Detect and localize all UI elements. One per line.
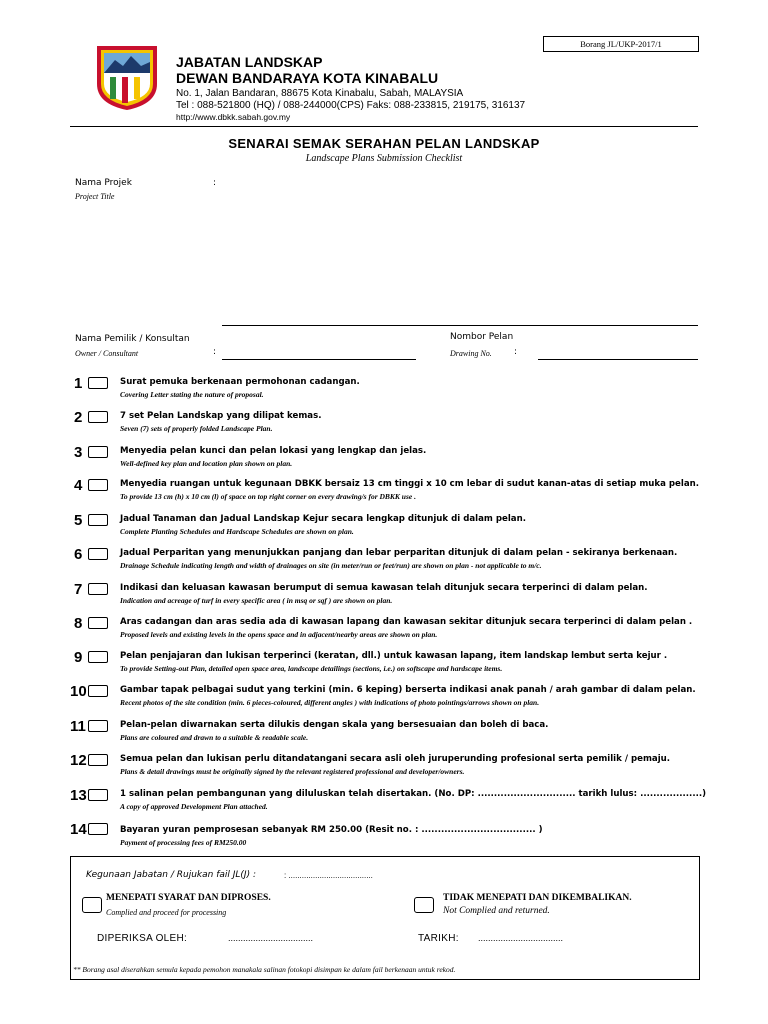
reject-checkbox[interactable] bbox=[414, 897, 434, 913]
item-3-text-en: Well-defined key plan and location plan shown on plan. bbox=[120, 459, 293, 468]
item-6-checkbox[interactable] bbox=[88, 548, 108, 560]
accept-option-label-en: Complied and proceed for processing bbox=[106, 908, 227, 917]
footnote: ** Borang asal diserahkan semula kepada pemohon manakala salinan fotokopi disimpan ke dalam fail berkenaan untuk rekod. bbox=[73, 965, 456, 974]
item-14-checkbox[interactable] bbox=[88, 823, 108, 835]
item-2-text: 7 set Pelan Landskap yang dilipat kemas. bbox=[120, 411, 322, 421]
org-website[interactable]: http://www.dbkk.sabah.gov.my bbox=[176, 112, 291, 122]
project-title-field[interactable] bbox=[222, 176, 698, 326]
drawing-no-colon: : bbox=[514, 347, 518, 357]
item-10-text: Gambar tapak pelbagai sudut yang terkini (min. 6 keping) berserta indikasi anak panah / arah gambar di dalam pelan. bbox=[120, 685, 696, 695]
owner-field[interactable] bbox=[222, 340, 416, 359]
item-9-text-en: To provide Setting-out Plan, detailed open space area, landscape detailings (sections, i.e.) on softscape and hardscape items. bbox=[120, 664, 503, 673]
item-4-text: Menyedia ruangan untuk kegunaan DBKK bersaiz 13 cm tinggi x 10 cm lebar di sudut kanan-atas di setiap muka pelan. bbox=[120, 479, 700, 489]
item-7-text: Indikasi dan keluasan kawasan berumput di semua kawasan telah ditunjuk secara terperinci di dalam pelan. bbox=[120, 583, 648, 593]
item-11-number: 11 bbox=[70, 718, 86, 735]
project-label: Nama Projek bbox=[75, 178, 132, 188]
item-12-text-en: Plans & detail drawings must be originally signed by the relevant registered professional and developer/owners. bbox=[120, 767, 465, 776]
owner-label-en: Owner / Consultant bbox=[75, 349, 139, 358]
item-1-text-en: Covering Letter stating the nature of proposal. bbox=[120, 390, 264, 399]
owner-label: Nama Pemilik / Konsultan bbox=[75, 334, 190, 344]
office-ref-field[interactable]: : ...................................... bbox=[284, 871, 373, 880]
org-name-line1: JABATAN LANDSKAP bbox=[176, 54, 323, 70]
item-13-text-en: A copy of approved Development Plan attached. bbox=[120, 802, 268, 811]
item-14-number: 14 bbox=[70, 821, 87, 838]
item-7-checkbox[interactable] bbox=[88, 583, 108, 595]
accept-checkbox[interactable] bbox=[82, 897, 102, 913]
page-subtitle: Landscape Plans Submission Checklist bbox=[305, 153, 463, 164]
checked-by-label: DIPERIKSA OLEH: bbox=[97, 933, 188, 944]
item-3-number: 3 bbox=[74, 444, 83, 461]
item-14-text-en: Payment of processing fees of RM250.00 bbox=[120, 838, 247, 847]
item-4-checkbox[interactable] bbox=[88, 479, 108, 491]
item-9-number: 9 bbox=[74, 649, 83, 666]
item-2-text-en: Seven (7) sets of properly folded Landscape Plan. bbox=[120, 424, 273, 433]
item-2-checkbox[interactable] bbox=[88, 411, 108, 423]
reject-option-label-en: Not Complied and returned. bbox=[443, 906, 550, 916]
project-title-line bbox=[222, 325, 698, 326]
item-3-text: Menyedia pelan kunci dan pelan lokasi yang lengkap dan jelas. bbox=[120, 446, 427, 456]
item-7-number: 7 bbox=[74, 581, 83, 598]
item-11-text: Pelan-pelan diwarnakan serta dilukis dengan skala yang bersesuaian dan boleh di baca. bbox=[120, 720, 549, 730]
item-4-number: 4 bbox=[74, 477, 83, 494]
item-2-number: 2 bbox=[74, 409, 83, 426]
form-number: Borang JL/UKP-2017/1 bbox=[543, 36, 699, 52]
owner-line bbox=[222, 359, 416, 360]
item-3-checkbox[interactable] bbox=[88, 446, 108, 458]
item-5-checkbox[interactable] bbox=[88, 514, 108, 526]
item-9-text: Pelan penjajaran dan lukisan terperinci (keratan, dll.) untuk kawasan lapang, item landskap lembut serta kejur . bbox=[120, 651, 668, 661]
reject-option-label: TIDAK MENEPATI DAN DIKEMBALIKAN. bbox=[443, 893, 632, 903]
drawing-no-line bbox=[538, 359, 698, 360]
checked-by-field[interactable]: .................................. bbox=[228, 933, 314, 943]
item-11-text-en: Plans are coloured and drawn to a suitable & readable scale. bbox=[120, 733, 309, 742]
item-12-text: Semua pelan dan lukisan perlu ditandatangani secara asli oleh juruperunding profesional serta pemilik / pemaju. bbox=[120, 754, 671, 764]
office-ref-label: Kegunaan Jabatan / Rujukan fail JL(J) : bbox=[86, 870, 256, 880]
item-6-text-en: Drainage Schedule indicating length and width of drainages on site (in meter/run or feet/run) are shown on plan - not applicable to m/c. bbox=[120, 561, 542, 570]
item-13-checkbox[interactable] bbox=[88, 789, 108, 801]
item-10-text-en: Recent photos of the site condition (min. 6 pieces-coloured, different angles ) with indications of photo pointings/arrows shown on plan. bbox=[120, 698, 540, 707]
org-name-line2: DEWAN BANDARAYA KOTA KINABALU bbox=[176, 70, 439, 86]
item-12-number: 12 bbox=[70, 752, 87, 769]
owner-colon: : bbox=[213, 347, 217, 357]
item-8-text: Aras cadangan dan aras sedia ada di kawasan lapang dan kawasan sekitar ditunjuk secara terperinci di dalam pelan . bbox=[120, 617, 693, 627]
item-1-number: 1 bbox=[74, 375, 83, 392]
project-colon: : bbox=[213, 178, 217, 188]
item-4-text-en: To provide 13 cm (h) x 10 cm (l) of space on top right corner on every drawing/s for DBKK use . bbox=[120, 492, 416, 501]
item-12-checkbox[interactable] bbox=[88, 754, 108, 766]
item-5-number: 5 bbox=[74, 512, 83, 529]
item-1-text: Surat pemuka berkenaan permohonan cadangan. bbox=[120, 377, 360, 387]
item-13-text: 1 salinan pelan pembangunan yang diluluskan telah disertakan. (No. DP: .............................. tarikh lulus: ...................) bbox=[120, 789, 707, 799]
drawing-no-field[interactable] bbox=[538, 340, 698, 359]
accept-option-label: MENEPATI SYARAT DAN DIPROSES. bbox=[106, 893, 271, 903]
item-8-checkbox[interactable] bbox=[88, 617, 108, 629]
item-10-checkbox[interactable] bbox=[88, 685, 108, 697]
item-6-number: 6 bbox=[74, 546, 83, 563]
item-8-text-en: Proposed levels and existing levels in the opens space and in adjacent/nearby areas are shown on plan. bbox=[120, 630, 438, 639]
org-address: No. 1, Jalan Bandaran, 88675 Kota Kinabalu, Sabah, MALAYSIA bbox=[176, 88, 464, 99]
item-9-checkbox[interactable] bbox=[88, 651, 108, 663]
item-1-checkbox[interactable] bbox=[88, 377, 108, 389]
item-8-number: 8 bbox=[74, 615, 83, 632]
item-14-text: Bayaran yuran pemprosesan sebanyak RM 250.00 (Resit no. : ................................... ) bbox=[120, 825, 543, 835]
item-5-text: Jadual Tanaman dan Jadual Landskap Kejur secara lengkap ditunjuk di dalam pelan. bbox=[120, 514, 526, 524]
dbkk-crest-icon bbox=[95, 44, 159, 112]
item-10-number: 10 bbox=[70, 683, 87, 700]
org-phone: Tel : 088-521800 (HQ) / 088-244000(CPS) Faks: 088-233815, 219175, 316137 bbox=[176, 100, 526, 111]
item-5-text-en: Complete Planting Schedules and Hardscape Schedules are shown on plan. bbox=[120, 527, 354, 536]
page-title: SENARAI SEMAK SERAHAN PELAN LANDSKAP bbox=[228, 136, 540, 151]
item-11-checkbox[interactable] bbox=[88, 720, 108, 732]
project-label-en: Project Title bbox=[75, 192, 115, 201]
date-label: TARIKH: bbox=[418, 933, 459, 944]
drawing-no-label: Nombor Pelan bbox=[450, 332, 514, 342]
date-field[interactable]: .................................. bbox=[478, 933, 564, 943]
header-divider bbox=[70, 126, 698, 127]
item-6-text: Jadual Perparitan yang menunjukkan panjang dan lebar perparitan ditunjuk di dalam pelan - sekiranya berkenaan. bbox=[120, 548, 678, 558]
item-13-number: 13 bbox=[70, 787, 87, 804]
drawing-no-label-en: Drawing No. bbox=[450, 349, 492, 358]
item-7-text-en: Indication and acreage of turf in every specific area ( in msq or sqf ) are shown on plan. bbox=[120, 596, 393, 605]
